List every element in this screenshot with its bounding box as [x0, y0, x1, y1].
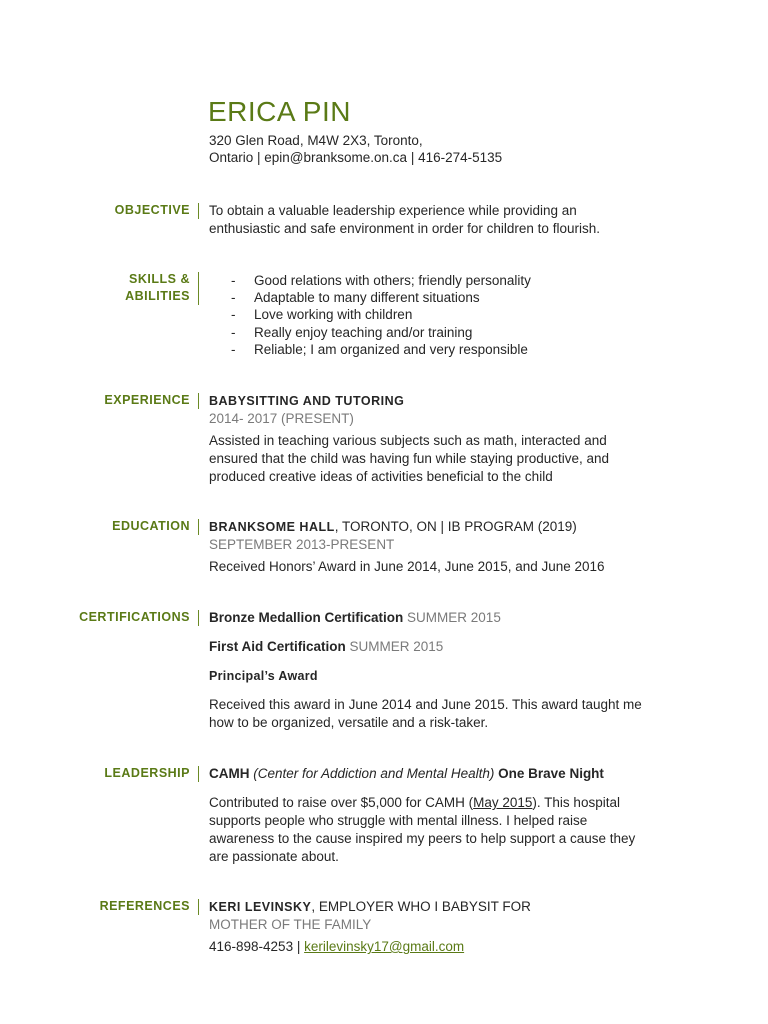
education-description: Received Honors’ Award in June 2014, June 2015, and June 2016: [209, 559, 605, 574]
certification-item: [209, 638, 669, 656]
award-desc-line: Received this award in June 2014 and June 2015. This award taught me: [209, 697, 642, 712]
experience-desc-line: Assisted in teaching various subjects such as math, interacted and: [209, 433, 607, 448]
school-details: , TORONTO, ON | IB PROGRAM (2019): [334, 519, 577, 534]
education-body: [209, 518, 669, 576]
section-divider: [198, 272, 199, 305]
leadership-label: LEADERSHIP: [104, 766, 190, 780]
experience-title: BABYSITTING AND TUTORING: [209, 394, 405, 408]
school-name: BRANKSOME HALL: [209, 520, 335, 534]
certifications-body: [209, 609, 669, 732]
list-item: - Really enjoy teaching and/or training: [231, 324, 473, 340]
experience-body: [209, 392, 669, 486]
objective-line-2: enthusiastic and safe environment in order for children to flourish.: [209, 221, 600, 236]
reference-contact: [209, 938, 669, 956]
skill-text: Good relations with others; friendly personality: [254, 273, 531, 288]
objective-label: OBJECTIVE: [114, 203, 190, 217]
education-dates: SEPTEMBER 2013-PRESENT: [209, 537, 395, 552]
education-label: EDUCATION: [112, 519, 190, 533]
reference-name: KERI LEVINSKY: [209, 900, 312, 914]
cert-date: SUMMER 2015: [349, 639, 444, 654]
objective-text: [209, 202, 669, 238]
certifications-label: CERTIFICATIONS: [79, 610, 190, 624]
section-divider: [198, 766, 199, 782]
references-label: REFERENCES: [99, 899, 190, 913]
leadership-description: [209, 794, 669, 866]
experience-label: EXPERIENCE: [104, 393, 190, 407]
experience-desc-line: ensured that the child was having fun while staying productive, and: [209, 451, 609, 466]
org-name: CAMH: [209, 766, 250, 781]
section-divider: [198, 899, 199, 915]
leadership-desc-line: supports people who struggle with mental illness. I helped raise: [209, 813, 588, 828]
skills-label: [125, 271, 190, 305]
skill-text: Reliable; I am organized and very responsible: [254, 341, 528, 357]
section-divider: [198, 519, 199, 535]
list-item: - Adaptable to many different situations: [231, 290, 480, 306]
list-item: - Love working with children: [231, 307, 413, 323]
list-item: - Good relations with others; friendly personality: [231, 273, 531, 288]
list-item: - Reliable; I am organized and very responsible: [231, 341, 528, 357]
award-desc-line: how to be organized, versatile and a risk-taker.: [209, 715, 489, 730]
reference-name-line: [209, 898, 669, 916]
leadership-body: [209, 765, 669, 866]
objective-line-1: To obtain a valuable leadership experience while providing an: [209, 203, 577, 218]
leadership-desc-text: Contributed to raise over $5,000 for CAMH (: [209, 795, 474, 810]
experience-description: [209, 432, 669, 486]
award-description: [209, 696, 669, 732]
experience-desc-line: produced creative ideas of activities beneficial to the child: [209, 469, 553, 484]
address-line-2: Ontario | epin@branksome.on.ca | 416-274-5135: [209, 150, 503, 165]
cert-date: SUMMER 2015: [407, 610, 501, 625]
reference-relation: MOTHER OF THE FAMILY: [209, 917, 372, 932]
reference-email-link[interactable]: kerilevinsky17@gmail.com: [304, 939, 465, 954]
skills-list-wrap: [209, 272, 669, 358]
skills-list: [209, 272, 669, 358]
address-line-1: 320 Glen Road, M4W 2X3, Toronto,: [209, 133, 423, 148]
skill-text: Adaptable to many different situations: [254, 290, 480, 306]
contact-info: [209, 132, 502, 166]
section-divider: [198, 203, 199, 219]
leadership-desc-line: [209, 794, 669, 812]
resume-name: ERICA PIN: [208, 96, 351, 127]
leadership-desc-line: awareness to the cause inspired my peers to help support a cause they: [209, 831, 636, 846]
skill-text: Really enjoy teaching and/or training: [254, 324, 473, 340]
section-divider: [198, 393, 199, 409]
award-name: Principal’s Award: [209, 669, 318, 683]
event-name: One Brave Night: [498, 766, 604, 781]
leadership-desc-line: are passionate about.: [209, 849, 339, 864]
section-divider: [198, 610, 199, 626]
references-body: [209, 898, 669, 956]
certification-item: [209, 609, 669, 627]
experience-dates: 2014- 2017 (PRESENT): [209, 411, 354, 426]
reference-phone: 416-898-4253 |: [209, 939, 305, 954]
cert-name: First Aid Certification: [209, 639, 346, 654]
leadership-date: May 2015: [473, 795, 533, 810]
cert-name: Bronze Medallion Certification: [209, 610, 404, 625]
education-school-line: [209, 518, 669, 536]
skills-label-line-2: ABILITIES: [125, 289, 190, 303]
leadership-title-line: [209, 765, 669, 783]
reference-role: , EMPLOYER WHO I BABYSIT FOR: [311, 899, 531, 914]
skills-label-line-1: SKILLS &: [129, 272, 190, 286]
org-full-name: (Center for Addiction and Mental Health): [253, 766, 495, 781]
skill-text: Love working with children: [254, 307, 413, 323]
leadership-desc-text: ). This hospital: [532, 795, 620, 810]
